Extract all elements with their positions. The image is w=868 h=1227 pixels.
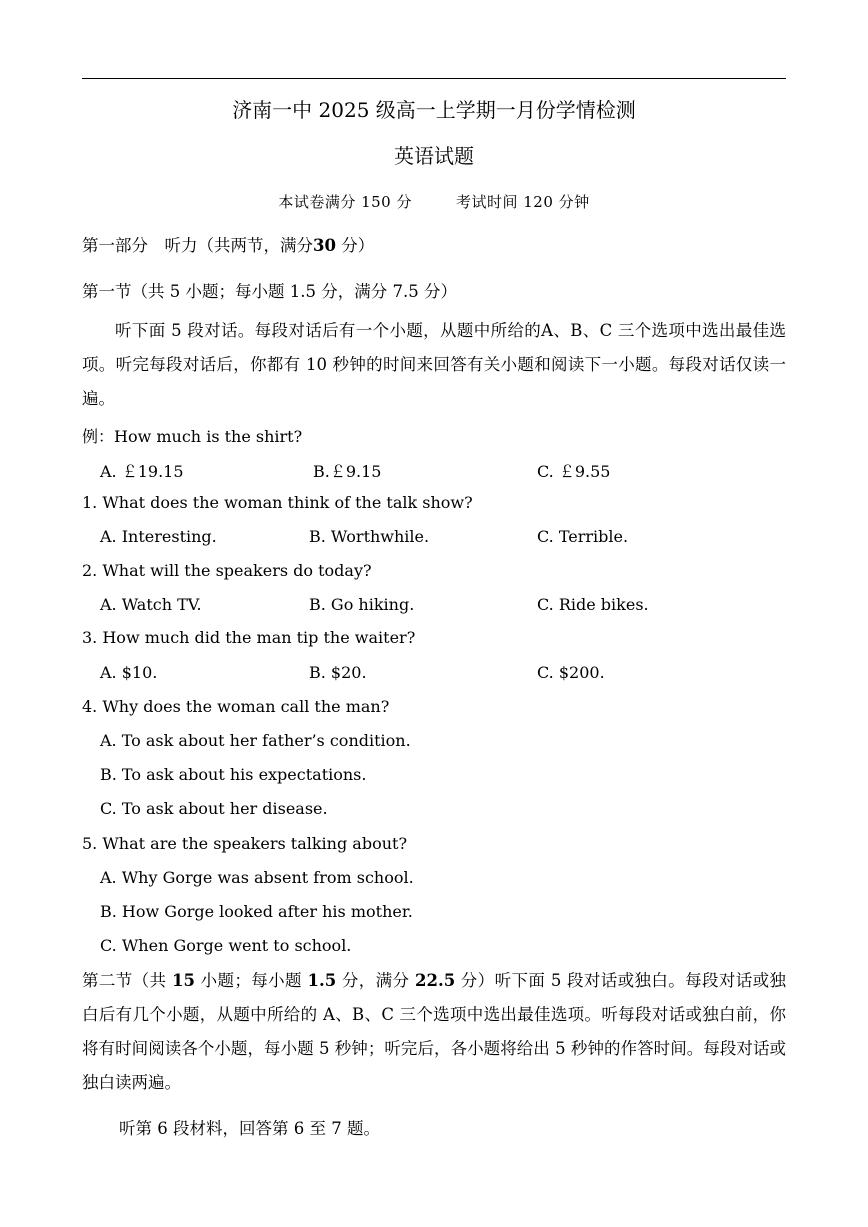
q3-option-b: B. $20.: [309, 663, 367, 682]
q3-option-c: C. $200.: [537, 663, 605, 682]
example-question: 例：How much is the shirt?: [82, 427, 303, 446]
q2-option-c: C. Ride bikes.: [537, 595, 649, 614]
q3-option-a: A. $10.: [100, 663, 158, 682]
part1-heading: 第一部分 听力（共两节，满分30 分）: [82, 236, 375, 255]
header-rule: [82, 78, 786, 79]
page-subtitle: 英语试题: [394, 144, 474, 168]
section2-paragraph: [82, 964, 786, 1100]
example-option-b: B.￡9.15: [313, 462, 382, 481]
section2-heading: 第二节（共 15 小题；每小题 1.5 分，满分 22.5 分）: [82, 971, 495, 990]
question-1: 1. What does the woman think of the talk show?: [82, 493, 473, 512]
page-title: 济南一中 2025 级高一上学期一月份学情检测: [232, 98, 636, 122]
q4-option-b: B. To ask about his expectations.: [100, 765, 367, 784]
meta-time: 考试时间 120 分钟: [456, 193, 590, 211]
q4-option-a: A. To ask about her father’s condition.: [100, 731, 411, 750]
section1-instructions: 听下面 5 段对话。每段对话后有一个小题，从题中所给的A、B、C 三个选项中选出最佳选项。听完每段对话后，你都有 10 秒钟的时间来回答有关小题和阅读下一小题。每段对话仅读一遍。: [82, 321, 786, 408]
q5-option-a: A. Why Gorge was absent from school.: [100, 868, 414, 887]
q5-option-c: C. When Gorge went to school.: [100, 936, 352, 955]
q2-option-b: B. Go hiking.: [309, 595, 415, 614]
q1-option-c: C. Terrible.: [537, 527, 629, 546]
example-option-a: A. ￡19.15: [100, 462, 184, 481]
section2-instructions: 听下面 5 段对话或独白。每段对话或独白后有几个小题，从题中所给的 A、B、C 三个选项中选出最佳选项。听每段对话或独白前，你将有时间阅读各个小题，每小题 5 秒钟；听完后，各小题将给出 5 秒钟的作答时间。每段对话或独白读两遍。: [82, 971, 786, 1092]
question-3: 3. How much did the man tip the waiter?: [82, 628, 416, 647]
q4-option-c: C. To ask about her disease.: [100, 799, 328, 818]
question-5: 5. What are the speakers talking about?: [82, 834, 408, 853]
q2-option-a: A. Watch TV.: [100, 595, 202, 614]
exam-meta: [0, 191, 868, 212]
example-option-c: C. ￡9.55: [537, 462, 611, 481]
material-6-instruction: 听第 6 段材料，回答第 6 至 7 题。: [119, 1119, 380, 1138]
q1-option-b: B. Worthwhile.: [309, 527, 430, 546]
q1-option-a: A. Interesting.: [100, 527, 217, 546]
meta-score: 本试卷满分 150 分: [278, 193, 412, 211]
question-4: 4. Why does the woman call the man?: [82, 697, 390, 716]
q5-option-b: B. How Gorge looked after his mother.: [100, 902, 413, 921]
section1-heading: 第一节（共 5 小题；每小题 1.5 分，满分 7.5 分）: [82, 282, 457, 301]
question-2: 2. What will the speakers do today?: [82, 561, 372, 580]
